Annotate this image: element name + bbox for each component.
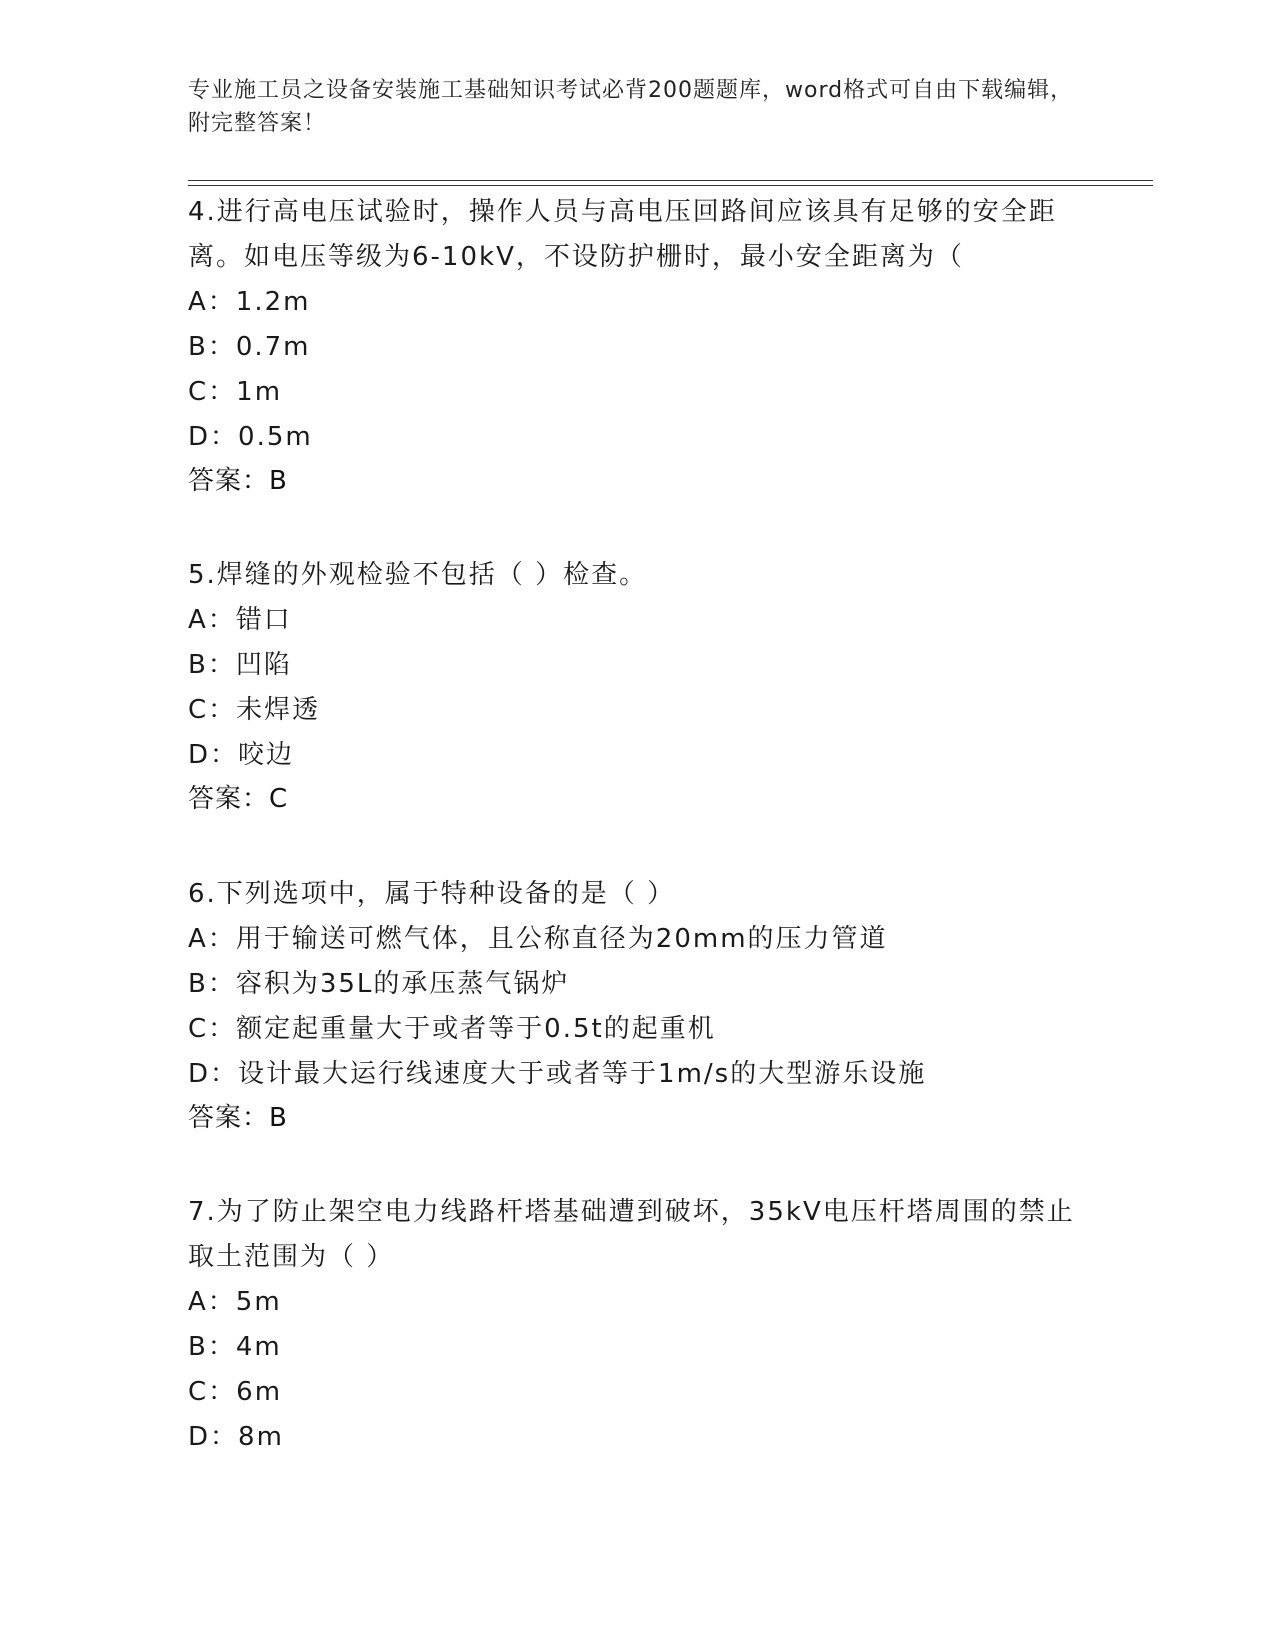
option-b: B：凹陷 xyxy=(188,650,292,680)
header-divider-bottom xyxy=(188,185,1153,186)
option-c: C：未焊透 xyxy=(188,695,321,725)
question-4 xyxy=(188,190,1088,502)
question-6 xyxy=(188,872,1088,1139)
question-stem: 5.焊缝的外观检验不包括（ ）检查。 xyxy=(188,560,648,590)
option-b: B：0.7m xyxy=(188,332,311,362)
question-5 xyxy=(188,553,1088,820)
question-stem: 4.进行高电压试验时，操作人员与高电压回路间应该具有足够的安全距离。如电压等级为6-10kV，不设防护栅时，最小安全距离为（ xyxy=(188,197,1057,272)
option-c: C：额定起重量大于或者等于0.5t的起重机 xyxy=(188,1014,716,1044)
question-stem: 7.为了防止架空电力线路杆塔基础遭到破坏，35kV电压杆塔周围的禁止取土范围为（ ） xyxy=(188,1197,1075,1272)
option-b: B：4m xyxy=(188,1332,282,1362)
option-d: D：0.5m xyxy=(188,422,313,452)
option-d: D：8m xyxy=(188,1422,284,1452)
option-a: A：5m xyxy=(188,1287,282,1317)
option-a: A：用于输送可燃气体，且公称直径为20mm的压力管道 xyxy=(188,924,888,954)
option-a: A：1.2m xyxy=(188,287,311,317)
question-7 xyxy=(188,1190,1088,1460)
answer-label: 答案：B xyxy=(188,466,288,496)
option-d: D：设计最大运行线速度大于或者等于1m/s的大型游乐设施 xyxy=(188,1059,927,1089)
option-list xyxy=(188,1280,1088,1460)
option-a: A：错口 xyxy=(188,605,292,635)
option-list xyxy=(188,598,1088,778)
answer-label: 答案：C xyxy=(188,784,289,814)
document-header: 专业施工员之设备安装施工基础知识考试必背200题题库，word格式可自由下载编辑，附完整答案！ xyxy=(188,78,1074,136)
answer-label: 答案：B xyxy=(188,1103,288,1133)
header-divider-top xyxy=(188,180,1153,181)
option-list xyxy=(188,917,1088,1097)
option-d: D：咬边 xyxy=(188,740,295,770)
option-b: B：容积为35L的承压蒸气锅炉 xyxy=(188,969,570,999)
question-stem: 6.下列选项中，属于特种设备的是（ ） xyxy=(188,879,676,909)
option-list xyxy=(188,280,1088,460)
option-c: C：6m xyxy=(188,1377,283,1407)
option-c: C：1m xyxy=(188,377,283,407)
